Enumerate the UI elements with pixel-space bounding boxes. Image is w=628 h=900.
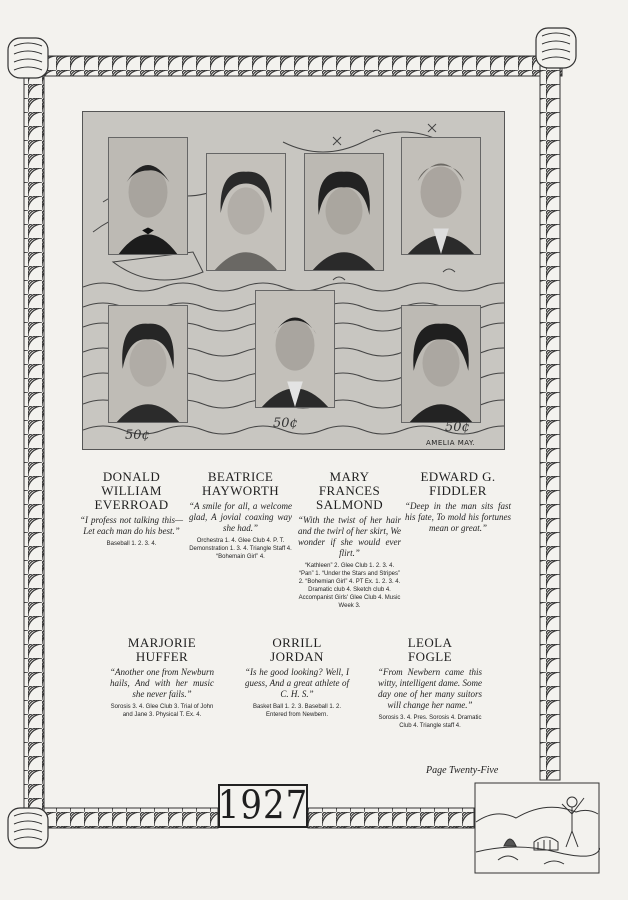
senior-name: EDWARD G. FIDDLER xyxy=(420,469,496,498)
senior-activities: Baseball 1. 2. 3. 4. xyxy=(106,541,157,547)
handwritten-note-1: 50¢ xyxy=(125,428,150,443)
bio-marjorie-huffer xyxy=(110,636,214,719)
bio-beatrice-hayworth xyxy=(189,470,292,561)
explorer-scene-illustration xyxy=(474,782,600,874)
bio-orrill-jordan xyxy=(245,636,349,719)
portrait-beatrice-hayworth xyxy=(206,153,286,271)
senior-name: LEOLA FOGLE xyxy=(407,635,453,664)
handwritten-note-3: 50¢ xyxy=(445,420,470,435)
portrait-mary-salmond xyxy=(304,153,384,271)
senior-quote: “Is he good looking? Well, I guess, And a great athlete of C. H. S.” xyxy=(245,667,349,699)
senior-quote: “I profess not talking this— Let each man do his best.” xyxy=(80,515,183,536)
bio-mary-salmond xyxy=(298,470,401,610)
portrait-leola-fogle xyxy=(401,305,481,423)
handwritten-note-2: 50¢ xyxy=(273,416,298,431)
senior-name: MARY FRANCES SALMOND xyxy=(315,469,384,512)
class-year: 1927 xyxy=(217,783,309,829)
senior-activities: Sorosis 3. 4. Glee Club 3. Trial of John and Jane 3. Physical T. Ex. 4. xyxy=(110,704,214,718)
senior-quote: “A smile for all, a welcome glad, A jovial coaxing way she had.” xyxy=(189,501,292,533)
artist-signature: AMELIA MAY. xyxy=(426,439,476,447)
bio-leola-fogle xyxy=(378,636,482,730)
senior-name: MARJORIE HUFFER xyxy=(127,635,197,664)
portrait-donald-everroad xyxy=(108,137,188,255)
portrait-orrill-jordan xyxy=(255,290,335,408)
senior-quote: “With the twist of her hair and the twirl of her skirt, We wonder if she would ever flirt.” xyxy=(298,515,401,558)
senior-name: DONALD WILLIAM EVERROAD xyxy=(94,469,169,512)
senior-name: BEATRICE HAYWORTH xyxy=(201,469,280,498)
senior-activities: Sorosis 3. 4. Pres. Sorosis 4. Dramatic Club 4. Triangle staff 4. xyxy=(378,715,482,729)
bio-donald-everroad xyxy=(80,470,183,548)
senior-name: ORRILL JORDAN xyxy=(270,635,324,664)
senior-activities: Basket Ball 1. 2. 3. Baseball 1. 2. Entered from Newbern. xyxy=(252,704,342,718)
senior-quote: “From Newbern came this witty, intelligent dame. Some day one of her many suitors will change her name.” xyxy=(378,667,482,710)
senior-quote: “Another one from Newburn hails, And with her music she never fails.” xyxy=(110,667,214,699)
class-photo-panel xyxy=(82,111,505,450)
senior-quote: “Deep in the man sits fast his fate, To mold his fortunes mean or great.” xyxy=(405,501,511,533)
class-year-box xyxy=(218,784,308,828)
bio-edward-fiddler xyxy=(405,470,511,534)
senior-activities: “Kathleen” 2. Glee Club 1. 2. 3. 4. “Pan” 1. “Under the Stars and Stripes” 2. “Bohemian Girl” 4. PT Ex. 1. 2. 3. 4. Dramatic club 4. Sketch club 4. Accompanist Girls' Glee Club 4. Music Week 3. xyxy=(298,563,401,609)
portrait-edward-fiddler xyxy=(401,137,481,255)
portrait-marjorie-huffer xyxy=(108,305,188,423)
senior-activities: Orchestra 1. 4. Glee Club 4. P. T. Demonstration 1. 3. 4. Triangle Staff 4. “Bohemain Girl” 4. xyxy=(189,538,292,560)
page-number: Page Twenty-Five xyxy=(426,765,499,776)
